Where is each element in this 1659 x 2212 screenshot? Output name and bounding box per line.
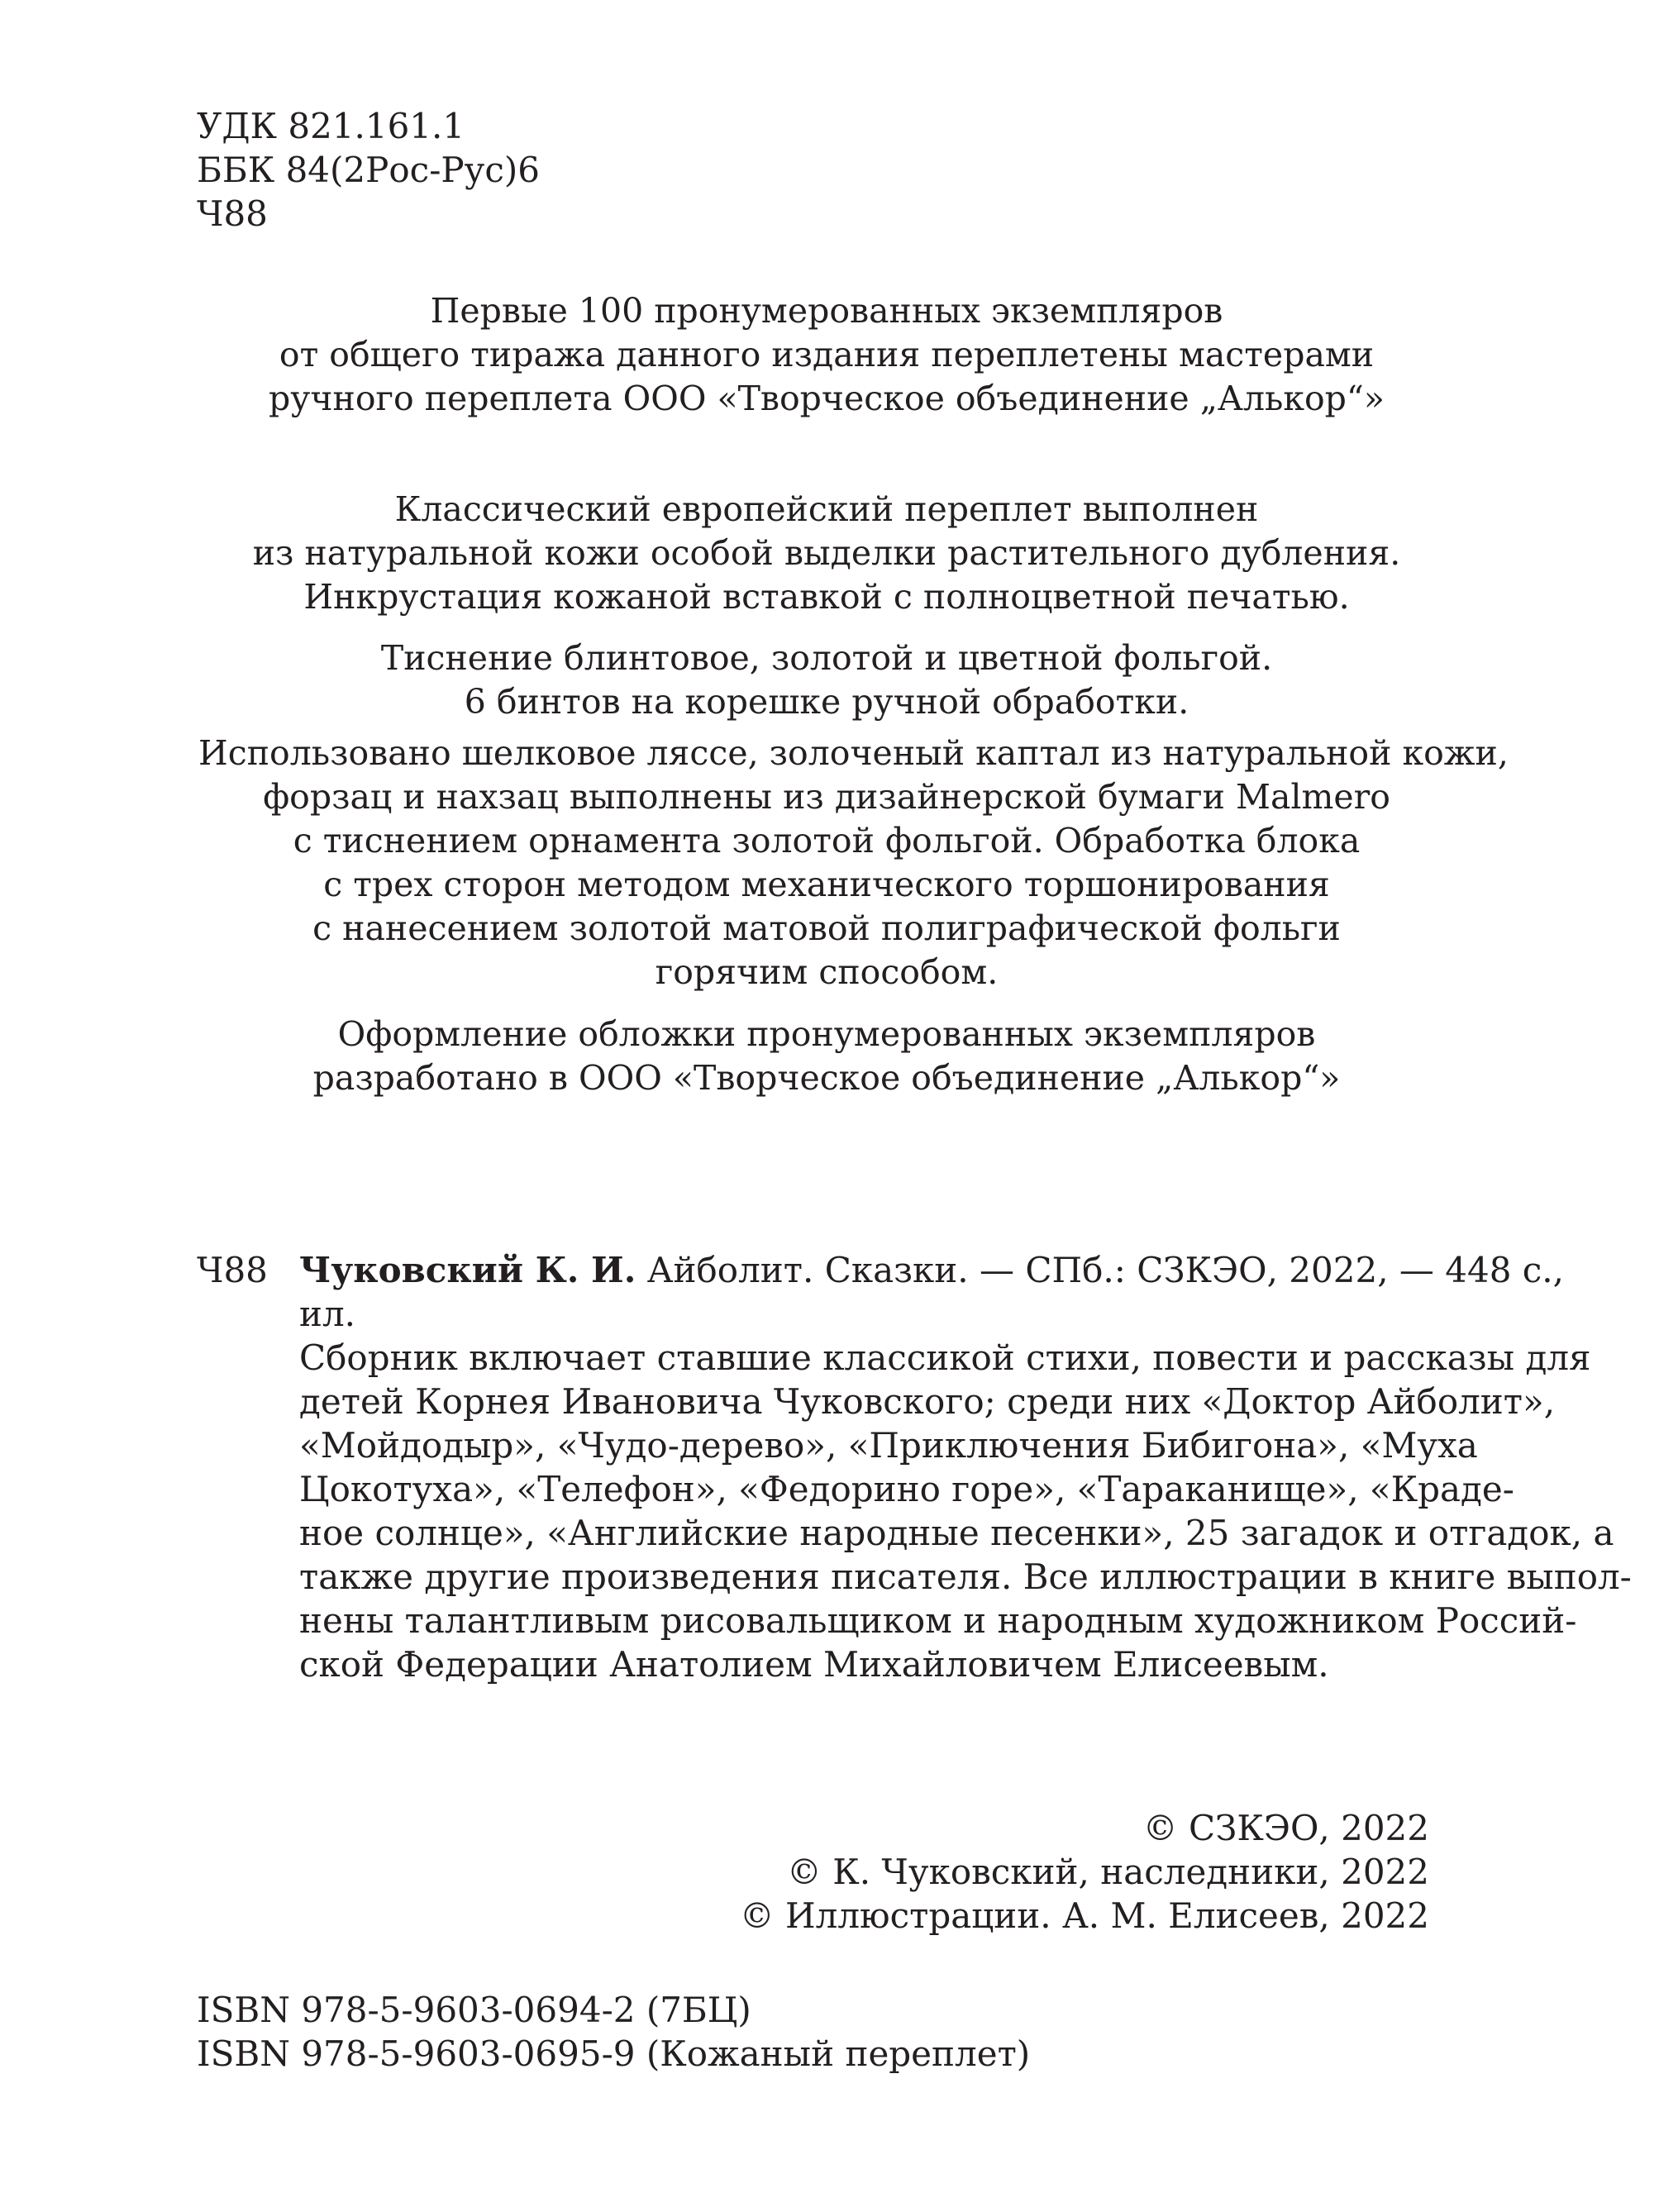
biblio-title-continued: ил.	[299, 1294, 356, 1334]
note-line: с тиснением орнамента золотой фольгой. Обработка блока	[293, 821, 1361, 860]
isbn-line: ISBN 978-5-9603-0695-9 (Кожаный переплет)	[197, 2033, 1031, 2074]
note-line: 6 бинтов на корешке ручной обработки.	[464, 682, 1189, 722]
binding-note-numbered-copies	[198, 289, 1455, 421]
biblio-abstract	[299, 1336, 1632, 1686]
note-line: из натуральной кожи особой выделки растительного дубления.	[252, 533, 1401, 573]
note-line: ручного переплета ООО «Творческое объединение „Алькор“»	[269, 379, 1385, 418]
copyright-line: © Иллюстрации. А. М. Елисеев, 2022	[739, 1895, 1429, 1936]
note-line: с трех сторон методом механического торшонирования	[323, 865, 1330, 904]
isbn-line: ISBN 978-5-9603-0694-2 (7БЦ)	[197, 1990, 751, 2030]
bbk-code: ББК 84(2Рос-Рус)6	[197, 150, 540, 190]
biblio-heading	[299, 1248, 1564, 1292]
note-line: от общего тиража данного издания переплетены мастерами	[279, 335, 1375, 374]
copyright-line: © СЗКЭО, 2022	[1142, 1808, 1429, 1848]
udk-code: УДК 821.161.1	[197, 106, 465, 146]
author-mark: Ч88	[197, 193, 268, 234]
binding-note-materials	[198, 732, 1509, 994]
abstract-line: нены талантливым рисовальщиком и народным художником Россий-	[299, 1600, 1577, 1641]
copyright-block	[740, 1806, 1429, 1938]
abstract-line: также другие произведения писателя. Все иллюстрации в книге выпол-	[299, 1557, 1632, 1597]
note-line: Использовано шелковое ляссе, золоченый каптал из натуральной кожи,	[198, 733, 1509, 773]
note-line: Тиснение блинтовое, золотой и цветной фольгой.	[380, 638, 1273, 678]
note-line: форзац и нахзац выполнены из дизайнерской бумаги Malmero	[263, 777, 1390, 817]
bibliographic-entry	[299, 1248, 1632, 1686]
biblio-author-mark: Ч88	[197, 1250, 268, 1290]
note-line: разработано в ООО «Творческое объединение „Алькор“»	[312, 1058, 1341, 1098]
abstract-line: детей Корнея Ивановича Чуковского; среди них «Доктор Айболит»,	[299, 1381, 1556, 1422]
note-line: Оформление обложки пронумерованных экземпляров	[337, 1014, 1316, 1054]
binding-note-leather	[198, 488, 1455, 619]
biblio-author: Чуковский К. И.	[299, 1250, 636, 1290]
copyright-line: © К. Чуковский, наследники, 2022	[786, 1852, 1429, 1892]
binding-note-embossing	[198, 636, 1455, 724]
note-line: Инкрустация кожаной вставкой с полноцветной печатью.	[303, 577, 1350, 617]
abstract-line: «Мойдодыр», «Чудо-дерево», «Приключения Бибигона», «Муха	[299, 1425, 1478, 1466]
classification-codes	[197, 104, 540, 236]
note-line: Первые 100 пронумерованных экземпляров	[430, 291, 1223, 331]
binding-note-cover-design	[198, 1013, 1455, 1100]
isbn-block	[197, 1988, 1030, 2076]
abstract-line: ное солнце», «Английские народные песенки», 25 загадок и отгадок, а	[299, 1513, 1614, 1553]
note-line: Классический европейский переплет выполнен	[394, 489, 1259, 529]
biblio-title: Айболит. Сказки. — СПб.: СЗКЭО, 2022, — 448 с.,	[646, 1250, 1564, 1290]
abstract-line: ской Федерации Анатолием Михайловичем Елисеевым.	[299, 1644, 1329, 1685]
abstract-line: Цокотуха», «Телефон», «Федорино горе», «Тараканище», «Крадe-	[299, 1469, 1514, 1509]
note-line: с нанесением золотой матовой полиграфической фольги	[312, 908, 1341, 948]
abstract-line: Сборник включает ставшие классикой стихи, повести и рассказы для	[299, 1337, 1591, 1378]
note-line: горячим способом.	[655, 952, 999, 992]
